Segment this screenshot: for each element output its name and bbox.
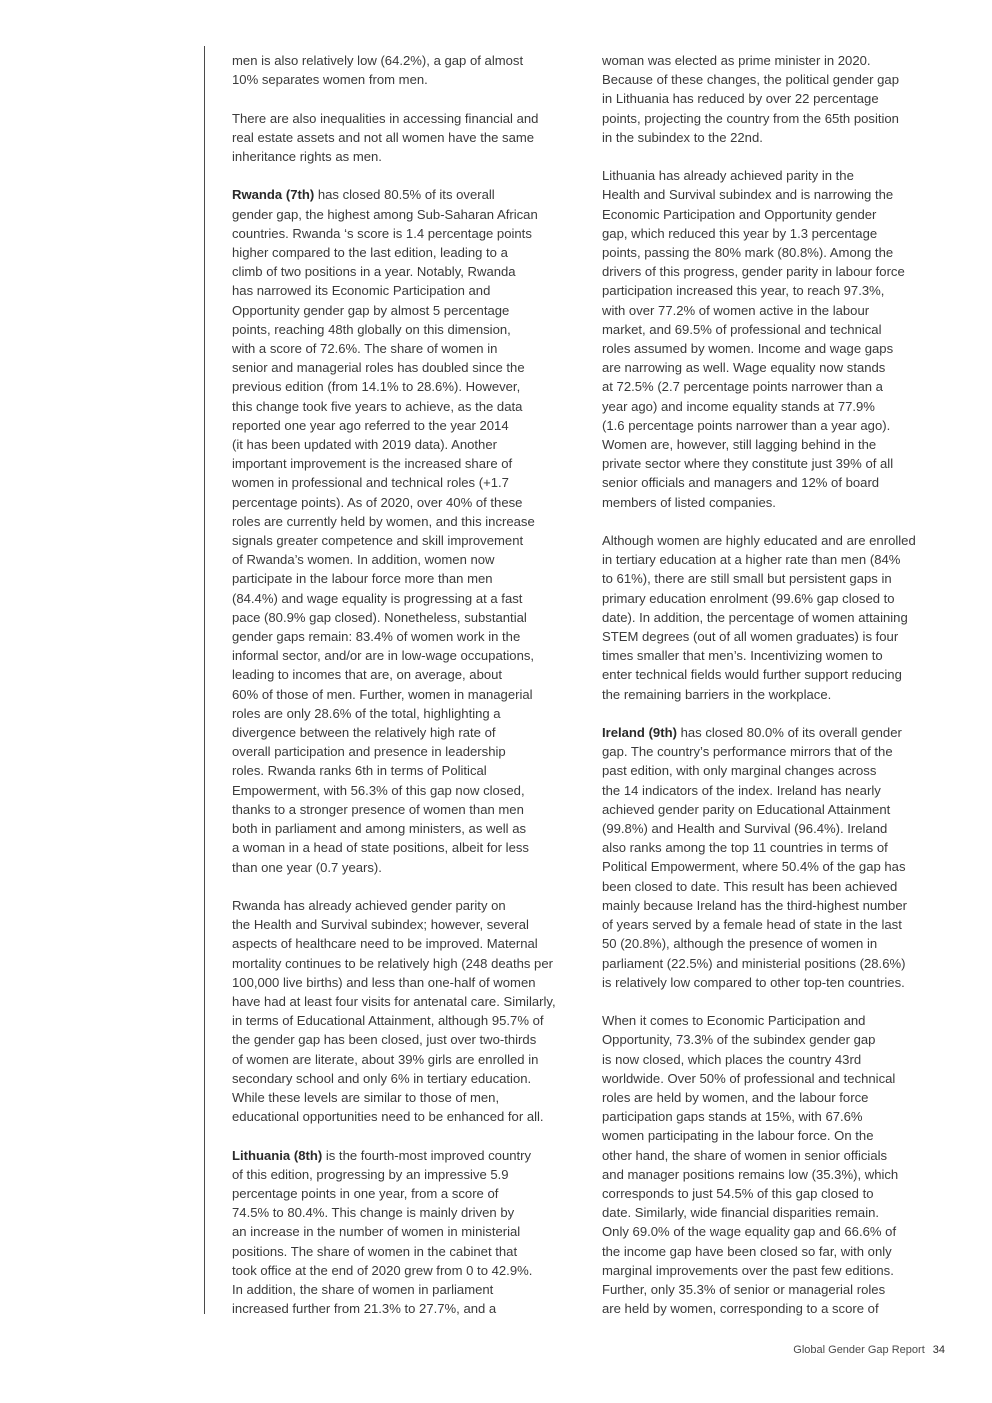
paragraph-body: is the fourth-most improved country of this edition, progressing by an impressive 5.9 percentage points in one year, from a score of 74.5% to 80.4%. This change is mainly driven by an increase in the number of women in ministerial positions. The share of women in the cabinet that took office at the end of 2020 grew from 0 to 42.9%. In addition, the share of women in parliament increased further from 21.3% to 27.7%, and a — [232, 1147, 533, 1317]
page-number: 34 — [932, 1344, 945, 1356]
paragraph-body: has closed 80.0% of its overall gender gap. The country’s performance mirrors that of the past edition, with only marginal changes across the 14 indicators of the index. Ireland has nearly achieved gender parity on Educational Attainment (99.8%) and Health and Survival (96.4%). Ireland also ranks among the top 11 countries in terms of Political Empowerment, where 50.4% of the gap has been closed to date. This result has been achieved mainly because Ireland has the third-highest number of years served by a female head of state in the last 50 (20.8%), although the presence of women in parliament (22.5%) and ministerial positions (28.6%) is relatively low compared to other top-ten countries. — [602, 725, 907, 990]
paragraph-lithuania — [232, 1146, 580, 1319]
paragraph: When it comes to Economic Participation and Opportunity, 73.3% of the subindex gender gap is now closed, which places the country 43rd worldwide. Over 50% of professional and technical roles are held by women, and the labour force participation gaps stands at 15%, with 67.6% women participating in the labour force. On the other hand, the share of women in senior officials and manager positions remains low (35.3%), which corresponds to just 54.5% of this gap closed to date. Similarly, wide financial disparities remain. Only 69.0% of the wage equality gap and 66.6% of the income gap have been closed so far, with only marginal improvements over the past few editions. Further, only 35.3% of senior or managerial roles are held by women, corresponding to a score of — [602, 1013, 899, 1317]
paragraph: woman was elected as prime minister in 2020. Because of these changes, the political gender gap in Lithuania has reduced by over 22 percentage points, projecting the country from the 65th position in the subindex to the 22nd. — [602, 53, 900, 145]
paragraph: Although women are highly educated and are enrolled in tertiary education at a higher rate than men (84% to 61%), there are still small but persistent gaps in primary education enrolment (99.6% gap closed to date). In addition, the percentage of women attaining STEM degrees (out of all women graduates) is four times smaller that men’s. Incentivizing women to enter technical fields would further support reducing the remaining barriers in the workplace. — [602, 533, 916, 702]
paragraph-ireland — [602, 723, 948, 992]
page-footer — [793, 1344, 945, 1356]
country-heading-ireland: Ireland (9th) — [602, 725, 677, 741]
country-heading-rwanda: Rwanda (7th) — [232, 187, 315, 203]
right-text-column — [602, 51, 948, 1338]
paragraph: There are also inequalities in accessing financial and real estate assets and not all women have the same inheritance rights as men. — [232, 110, 539, 164]
paragraph: Lithuania has already achieved parity in the Health and Survival subindex and is narrowing the Economic Participation and Opportunity gender gap, which reduced this year by 1.3 percentage points, passing the 80% mark (80.8%). Among the drivers of this progress, gender parity in labour force participation increased this year, to reach 97.3%, with over 77.2% of women active in the labour market, and 69.5% of professional and technical roles assumed by women. Income and wage gaps are narrowing as well. Wage equality now stands at 72.5% (2.7 percentage points narrower than a year ago) and income equality stands at 77.9% (1.6 percentage points narrower than a year ago). Women are, however, still lagging behind in the private sector where they constitute just 39% of all senior officials and managers and 12% of board members of listed companies. — [602, 168, 905, 510]
paragraph: men is also relatively low (64.2%), a gap of almost 10% separates women from men. — [232, 53, 524, 88]
paragraph-rwanda — [232, 185, 580, 876]
paragraph: Rwanda has already achieved gender parity on the Health and Survival subindex; however, several aspects of healthcare need to be improved. Maternal mortality continues to be relatively high (248 deaths per 100,000 live births) and less than one-half of women have had at least four visits for antenatal care. Similarly, in terms of Educational Attainment, although 95.7% of the gender gap has been closed, just over two-thirds of women are literate, about 39% girls are enrolled in secondary school and only 6% in tertiary education. While these levels are similar to those of men, educational opportunities need to be enhanced for all. — [232, 897, 556, 1125]
paragraph-body: has closed 80.5% of its overall gender gap, the highest among Sub-Saharan African countries. Rwanda ‘s score is 1.4 percentage points higher compared to the last edition, leading to a climb of two positions in a year. Notably, Rwanda has narrowed its Economic Participation and Opportunity gender gap by almost 5 percentage points, reaching 48th globally on this dimension, with a score of 72.6%. The share of women in senior and managerial roles has doubled since the previous edition (from 14.1% to 28.6%). However, this change took five years to achieve, as the data reported one year ago referred to the year 2014 (it has been updated with 2019 data). Another important improvement is the increased share of women in professional and technical roles (+1.7 percentage points). As of 2020, over 40% of these roles are currently held by women, and this increase signals greater competence and skill improvement of Rwanda’s women. In addition, women now participate in the labour force more than men (84.4%) and wage equality is progressing at a fast pace (80.9% gap closed). Nonetheless, substantial gender gaps remain: 83.4% of women work in the informal sector, and/or are in low-wage occupations, leading to incomes that are, on average, about 60% of those of men. Further, women in managerial roles are only 28.6% of the total, highlighting a divergence between the relatively high rate of overall participation and presence in leadership roles. Rwanda ranks 6th in terms of Political Empowerment, with 56.3% of this gap now closed, thanks to a stronger presence of women than men both in parliament and among ministers, as well as a woman in a head of state positions, albeit for less than one year (0.7 years). — [232, 187, 538, 875]
report-title: Global Gender Gap Report — [793, 1344, 925, 1356]
left-text-column — [232, 51, 580, 1338]
column-divider-rule — [204, 46, 205, 1314]
country-heading-lithuania: Lithuania (8th) — [232, 1147, 323, 1163]
